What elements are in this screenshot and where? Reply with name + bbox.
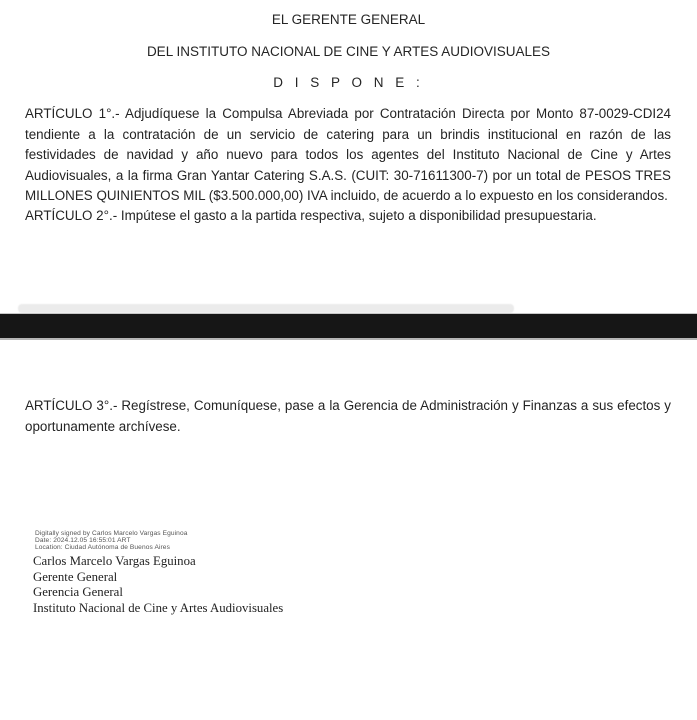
signer-name: Carlos Marcelo Vargas Eguinoa [33, 554, 196, 568]
signer-unit: Gerencia General [33, 585, 123, 600]
header-dispone: D I S P O N E : [273, 75, 424, 90]
header-authority: EL GERENTE GENERAL [271, 12, 426, 27]
paragraph-article-2: ARTÍCULO 2°.- Impútese el gasto a la partida respectiva, sujeto a disponibilidad presupuestaria. [25, 208, 597, 223]
digital-signature-location: Location: Ciudad Autónoma de Buenos Aires [35, 544, 170, 551]
digital-signature-details [35, 530, 187, 551]
digital-signature-signer: Digitally signed by Carlos Marcelo Vargas Eguinoa [35, 530, 188, 537]
digital-signature-date: Date: 2024.12.05 16:55:01 ART [35, 537, 131, 544]
signature-identity-block [33, 554, 283, 617]
header-institution: DEL INSTITUTO NACIONAL DE CINE Y ARTES AUDIOVISUALES [146, 44, 551, 59]
paragraph-article-1: ARTÍCULO 1°.- Adjudíquese la Compulsa Abreviada por Contratación Directa por Monto 87-0029-CDI24 tendiente a la contratación de un servicio de catering para un brindis institucional en razón de las festividades de navidad y año nuevo para todos los agentes del Instituto Nacional de Cine y Artes Audiovisuales, a la firma Gran Yantar Catering S.A.S. (CUIT: 30-71611300-7) por un total de PESOS TRES MILLONES QUINIENTOS MIL ($3.500.000,00) IVA incluido, de acuerdo a lo expuesto en los considerandos. [25, 106, 671, 203]
signer-organization: Instituto Nacional de Cine y Artes Audiovisuales [33, 601, 284, 616]
scan-smudge [18, 304, 514, 313]
signer-title: Gerente General [33, 569, 118, 584]
redaction-bar [0, 313, 697, 340]
paragraph-article-3: ARTÍCULO 3°.- Regístrese, Comuníquese, pase a la Gerencia de Administración y Finanzas a sus efectos y oportunamente archívese. [25, 398, 671, 434]
